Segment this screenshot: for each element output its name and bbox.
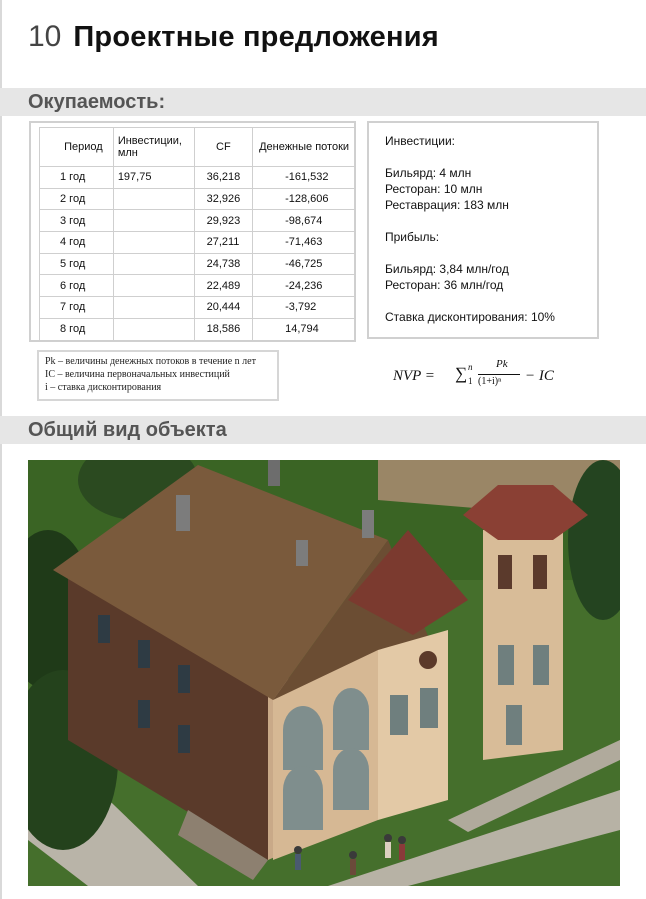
cell-cf: 29,923	[194, 210, 253, 232]
cell-period: 1 год	[40, 167, 114, 189]
table-header-row	[40, 128, 356, 167]
cell-cash-flow: -3,792	[253, 297, 356, 319]
sum-symbol: ∑	[455, 364, 468, 383]
column-header-cf: CF	[194, 128, 253, 167]
profit-item: Ресторан: 36 млн/год	[385, 278, 504, 292]
table-row	[40, 232, 356, 254]
fraction-bar	[478, 374, 520, 375]
formula-legend	[37, 350, 279, 401]
investment-item: Ресторан: 10 млн	[385, 182, 483, 196]
cell-cf: 22,489	[194, 275, 253, 297]
formula-lhs: NVP =	[393, 368, 435, 384]
sum-lower-limit: 1	[468, 376, 473, 386]
payback-table	[39, 127, 356, 341]
cell-cf: 36,218	[194, 167, 253, 189]
sum-upper-limit: n	[468, 362, 473, 372]
legend-line: i – ставка дисконтирования	[45, 382, 162, 393]
building-rendering	[28, 460, 620, 886]
cell-cf: 32,926	[194, 188, 253, 210]
cell-investment	[113, 275, 194, 297]
investments-heading: Инвестиции:	[385, 134, 455, 148]
npv-formula	[393, 356, 583, 396]
cell-investment	[113, 297, 194, 319]
cell-period: 8 год	[40, 318, 114, 340]
cell-cash-flow: -24,236	[253, 275, 356, 297]
cell-period: 6 год	[40, 275, 114, 297]
cell-investment	[113, 210, 194, 232]
cell-cf: 27,211	[194, 232, 253, 254]
left-edge-rule	[0, 0, 2, 899]
cell-investment	[113, 318, 194, 340]
payback-table-panel	[29, 121, 356, 342]
legend-line: IC – величина первоначальных инвестиций	[45, 369, 230, 380]
investment-info-panel	[367, 121, 599, 339]
investment-item: Бильярд: 4 млн	[385, 166, 472, 180]
column-header-cash-flows: Денежные потоки	[253, 128, 356, 167]
investment-item: Реставрация: 183 млн	[385, 198, 509, 212]
column-header-investment: Инвестиции, млн	[113, 128, 194, 167]
cell-cash-flow: 14,794	[253, 318, 356, 340]
cell-period: 2 год	[40, 188, 114, 210]
cell-cash-flow: -128,606	[253, 188, 356, 210]
table-row	[40, 210, 356, 232]
table-row	[40, 297, 356, 319]
cell-cf: 20,444	[194, 297, 253, 319]
cell-investment	[113, 253, 194, 275]
discount-rate: Ставка дисконтирования: 10%	[385, 310, 555, 324]
section-heading-payback: Окупаемость:	[0, 88, 646, 116]
cell-cash-flow: -71,463	[253, 232, 356, 254]
page-header	[28, 20, 439, 54]
table-row	[40, 318, 356, 340]
fraction-denominator: (1+i)ⁿ	[478, 376, 502, 387]
table-row	[40, 253, 356, 275]
cell-period: 5 год	[40, 253, 114, 275]
column-header-period: Период	[40, 128, 114, 167]
cell-investment	[113, 232, 194, 254]
cell-cash-flow: -46,725	[253, 253, 356, 275]
cell-cf: 24,738	[194, 253, 253, 275]
page-number: 10	[28, 20, 62, 53]
table-row	[40, 167, 356, 189]
cell-cash-flow: -98,674	[253, 210, 356, 232]
cell-investment: 197,75	[113, 167, 194, 189]
cell-cf: 18,586	[194, 318, 253, 340]
table-row	[40, 188, 356, 210]
section-heading-overview: Общий вид объекта	[0, 416, 646, 444]
profit-item: Бильярд: 3,84 млн/год	[385, 262, 509, 276]
profit-heading: Прибыль:	[385, 230, 440, 244]
page-title: Проектные предложения	[73, 21, 439, 53]
cell-period: 7 год	[40, 297, 114, 319]
legend-line: Pk – величины денежных потоков в течение n лет	[45, 356, 256, 367]
table-row	[40, 275, 356, 297]
cell-investment	[113, 188, 194, 210]
fraction-numerator: Pk	[496, 358, 508, 370]
formula-rhs: − IC	[525, 368, 554, 384]
cell-cash-flow: -161,532	[253, 167, 356, 189]
cell-period: 3 год	[40, 210, 114, 232]
cell-period: 4 год	[40, 232, 114, 254]
building-rendering-image	[28, 460, 620, 886]
